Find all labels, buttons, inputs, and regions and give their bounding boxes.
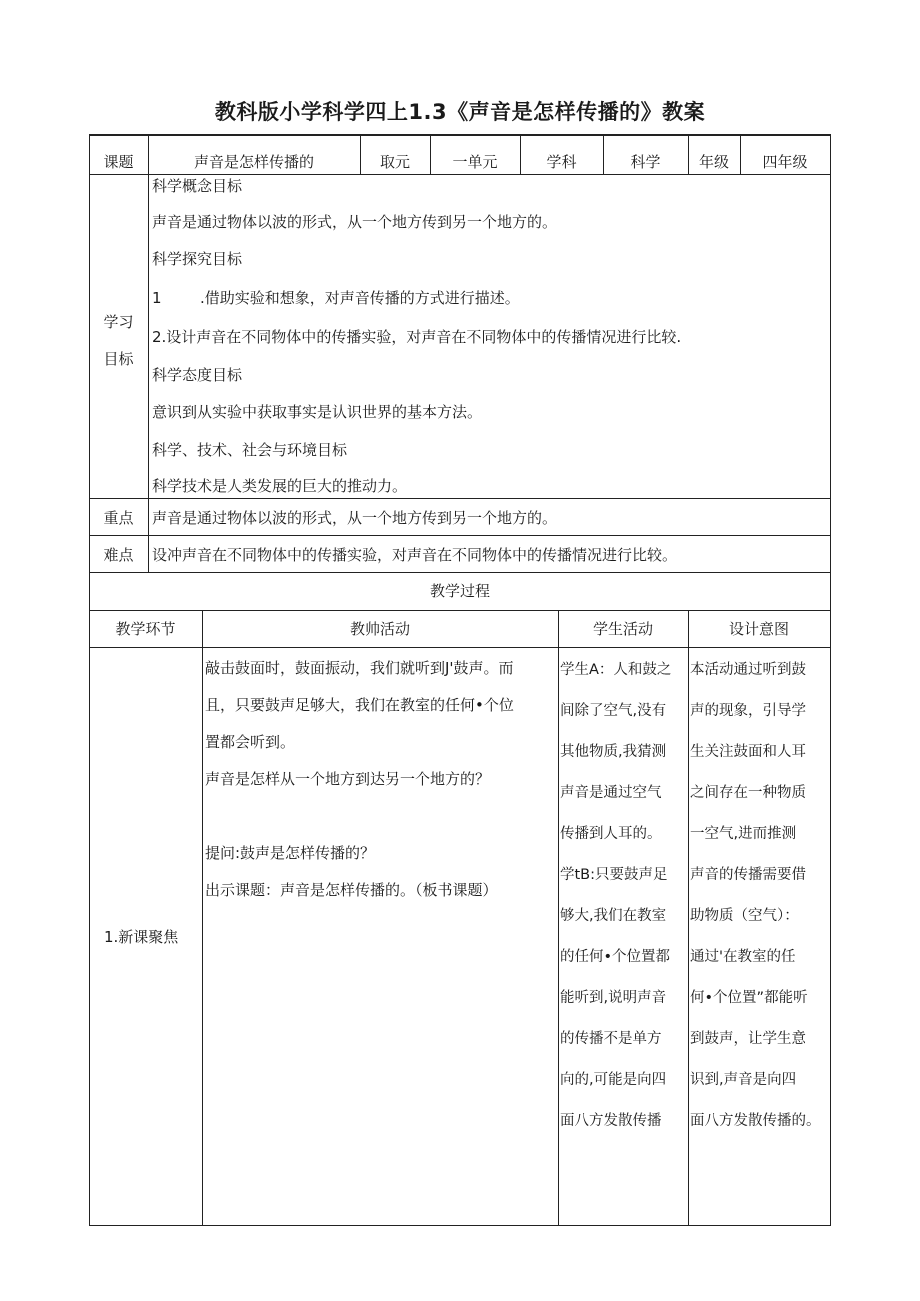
key-point-label: 重点 <box>103 509 134 527</box>
objective-text-concept: 声音是通过物体以波的形式，从一个地方传到另一个地方的。 <box>152 213 558 231</box>
objective-text-inquiry-2: 2.设计声音在不同物体中的传播实验，对声音在不同物体中的传播情况进行比较. <box>152 328 682 346</box>
teacher-line: 出示课题：声音是怎样传播的。（板书课题） <box>205 881 498 899</box>
design-line: 一空气,进而推测 <box>690 826 797 842</box>
teacher-line: 声音是怎样从一个地方到达另一个地方的？ <box>205 770 491 788</box>
student-line: 间除了空气,没有 <box>560 703 667 719</box>
teacher-line: 提问:鼓声是怎样传播的？ <box>205 844 376 862</box>
teacher-line <box>205 798 555 835</box>
student-line: 能听到,说明声音 <box>560 990 667 1006</box>
design-line: 之间存在一种物质 <box>690 785 806 801</box>
student-line: 学tB:只要鼓声足 <box>560 867 668 883</box>
design-line: 面八方发散传播的。 <box>690 1113 821 1129</box>
student-line: 声音是通过空气 <box>560 785 662 801</box>
column-header-design: 设计意图 <box>728 620 789 638</box>
teacher-line: 置都会听到。 <box>205 733 296 751</box>
design-line: 声的现象，引导学 <box>690 703 806 719</box>
grade-label: 年级 <box>698 153 729 171</box>
objective-heading-stse: 科学、技术、社会与环境目标 <box>152 441 348 459</box>
design-line: 识到,声音是向四 <box>690 1072 797 1088</box>
column-header-teacher: 教帅活动 <box>349 620 410 638</box>
grade-value: 四年级 <box>762 153 808 171</box>
teacher-line: 敲击鼓面时，鼓面振动，我们就听到J'鼓声。而 <box>205 659 514 677</box>
objective-text-inquiry-1: .借助实验和想象，对声音传播的方式进行描述。 <box>200 289 520 307</box>
unit-value: 一单元 <box>452 153 498 171</box>
design-intent <box>690 650 829 1142</box>
process-heading: 教学过程 <box>429 582 490 600</box>
unit-label: 取元 <box>379 153 410 171</box>
topic-value: 声音是怎样传播的 <box>193 153 314 171</box>
student-line: 传播到人耳的。 <box>560 826 662 842</box>
objective-heading-inquiry: 科学探究目标 <box>152 250 243 268</box>
stage-label: 1.新课聚焦 <box>104 928 179 946</box>
teacher-activity <box>205 650 555 909</box>
objective-text-attitude: 意识到从实验中获取事实是认识世界的基本方法。 <box>152 403 483 421</box>
student-line: 学生A：人和鼓之 <box>560 662 672 678</box>
objective-text-stse: 科学技术是人类发展的巨大的推动力。 <box>152 477 408 495</box>
column-header-stage: 教学环节 <box>115 620 176 638</box>
column-header-student: 学生活动 <box>592 620 653 638</box>
design-line: 通过'在教室的任 <box>690 949 796 965</box>
subject-value: 科学 <box>630 153 661 171</box>
design-line: 到鼓声，让学生意 <box>690 1031 806 1047</box>
design-line: 助物质（空气）： <box>690 908 799 924</box>
design-line: 本活动通过听到鼓 <box>690 662 806 678</box>
student-line: 的任何•个位置都 <box>560 949 671 965</box>
objectives-label-line1: 学习 <box>103 313 134 331</box>
design-line: 声音的传播需要借 <box>690 867 806 883</box>
difficulty-text: 设冲声音在不同物体中的传播实验，对声音在不同物体中的传播情况进行比较。 <box>152 546 678 564</box>
student-activity <box>560 650 687 1142</box>
difficulty-label: 难点 <box>103 546 134 564</box>
document-title: 教科版小学科学四上1.3《声音是怎样传播的》教案 <box>214 100 706 124</box>
student-line: 向的,可能是向四 <box>560 1072 667 1088</box>
teacher-line: 且，只要鼓声足够大，我们在教室的任何•个位 <box>205 696 514 714</box>
key-point-text: 声音是通过物体以波的形式，从一个地方传到另一个地方的。 <box>152 509 558 527</box>
objective-item-number: 1 <box>152 289 162 307</box>
design-line: 生关注鼓面和人耳 <box>690 744 806 760</box>
student-line: 面八方发散传播 <box>560 1113 662 1129</box>
student-line: 其他物质,我猜测 <box>560 744 667 760</box>
student-line: 的传播不是单方 <box>560 1031 662 1047</box>
objective-heading-attitude: 科学态度目标 <box>152 366 243 384</box>
objectives-label-line2: 目标 <box>103 350 134 368</box>
subject-label: 学科 <box>546 153 577 171</box>
design-line: 何•个位置”都能听 <box>690 990 808 1006</box>
topic-label: 课题 <box>103 153 134 171</box>
student-line: 够大,我们在教室 <box>560 908 667 924</box>
objective-heading-concept: 科学概念目标 <box>152 177 243 195</box>
